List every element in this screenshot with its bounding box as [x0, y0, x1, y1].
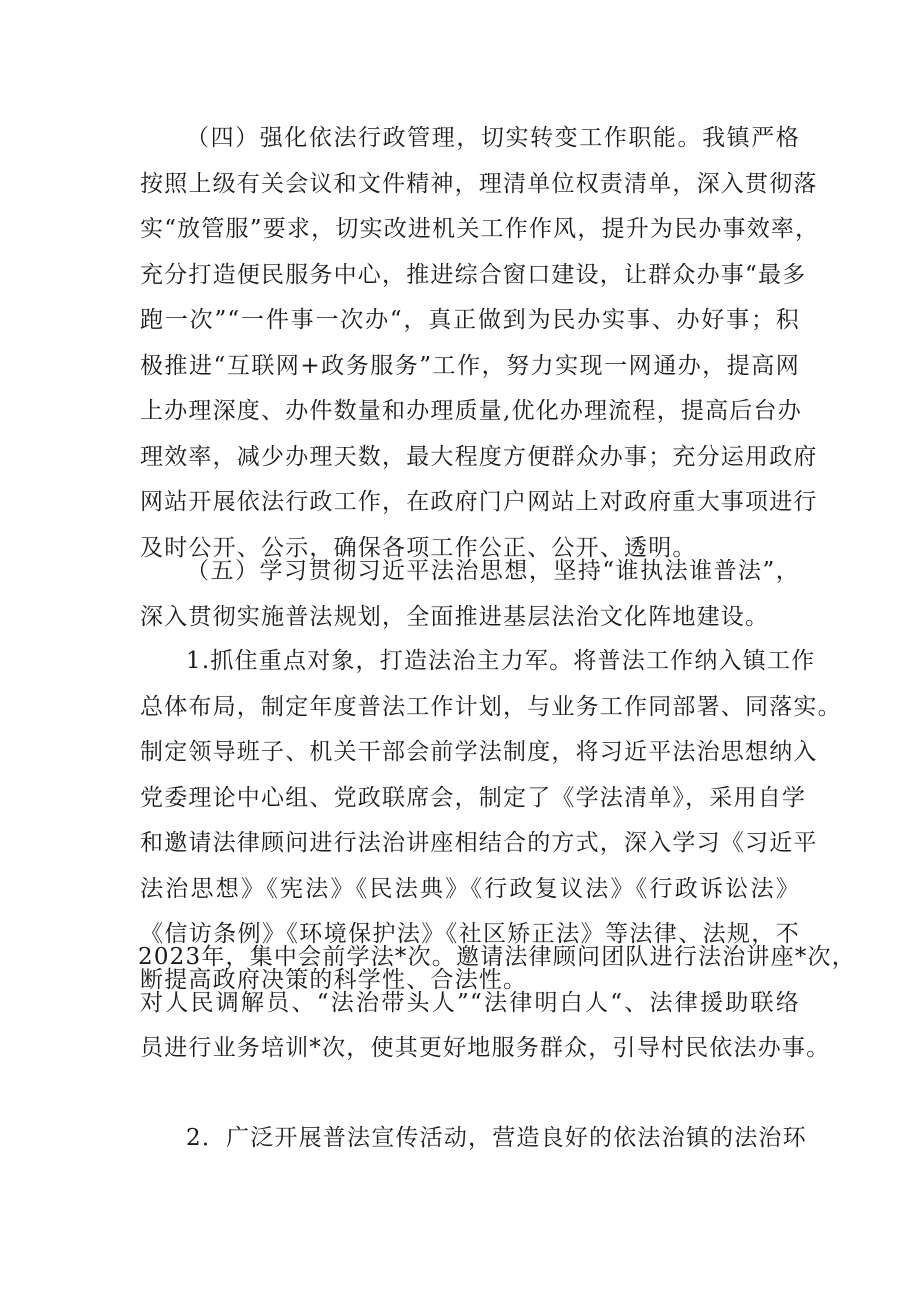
text-line: 充分打造便民服务中心，推进综合窗口建设，让群众办事“最多	[140, 261, 807, 288]
text-line: 党委理论中心组、党政联席会，制定了《学法清单》，采用自学	[140, 784, 807, 811]
paragraph-item-two	[140, 1116, 807, 1162]
text-line: 法治思想》《宪法》《民法典》《行政复议法》《行政诉讼法》	[140, 875, 800, 902]
text-line: （四）强化依法行政管理，切实转变工作职能。我镇严格	[186, 125, 800, 151]
text-line: 《信访条例》《环境保护法》《社区矫正法》等法律、法规，不	[140, 921, 800, 947]
text-line: 和邀请法律顾问进行法治讲座相结合的方式，深入学习《习近平	[140, 830, 818, 856]
text-line: 跑一次”“一件事一次办“，真正做到为民办实事、办好事；积	[140, 307, 800, 333]
text-line: 上办理深度、办件数量和办理质量,优化办理流程，提高后台办	[140, 398, 802, 424]
text-line: 及时公开、公示，确保各项工作公正、公开、透明。	[140, 534, 697, 561]
paragraph-section-five	[140, 549, 800, 640]
text-line: 按照上级有关会议和文件精神，理清单位权责清单，深入贯彻落	[140, 170, 818, 197]
text-line: 实“放管服”要求，切实改进机关工作作风，提升为民办事效率，	[140, 216, 820, 242]
text-line: 总体布局，制定年度普法工作计划，与业务工作同部署、同落实。	[140, 693, 842, 720]
text-line: 制定领导班子、机关干部会前学法制度，将习近平法治思想纳入	[140, 739, 818, 765]
text-line: 员进行业务培训*次，使其更好地服务群众，引导村民依法办事。	[140, 1035, 831, 1061]
paragraph-section-four	[140, 116, 820, 571]
text-line: 极推进“互联网+政务服务”工作，努力实现一网通办，提高网	[140, 352, 800, 379]
text-line: 深入贯彻实施普法规划，全面推进基层法治文化阵地建设。	[140, 603, 770, 630]
text-line: 2．广泛开展普法宣传活动，营造良好的依法治镇的法治环	[186, 1125, 807, 1151]
text-line: 对人民调解员、“法治带头人”“法律明白人“、法律援助联络	[140, 989, 800, 1016]
text-line: 1.抓住重点对象，打造法治主力军。将普法工作纳入镇工作	[186, 648, 816, 674]
text-line: 2023年，集中会前学法*次。邀请法律顾问团队进行法治讲座*次，	[138, 944, 856, 970]
paragraph-item-one-continued	[138, 935, 856, 1072]
text-line: 断提高政府决策的科学性、合法性。	[140, 966, 528, 993]
text-line: 理效率，减少办理天数，最大程度方便群众办事；充分运用政府	[140, 443, 818, 470]
text-line: 网站开展依法行政工作，在政府门户网站上对政府重大事项进行	[140, 489, 818, 515]
text-line: （五）学习贯彻习近平法治思想，坚持“谁执法谁普法”，	[186, 558, 800, 584]
